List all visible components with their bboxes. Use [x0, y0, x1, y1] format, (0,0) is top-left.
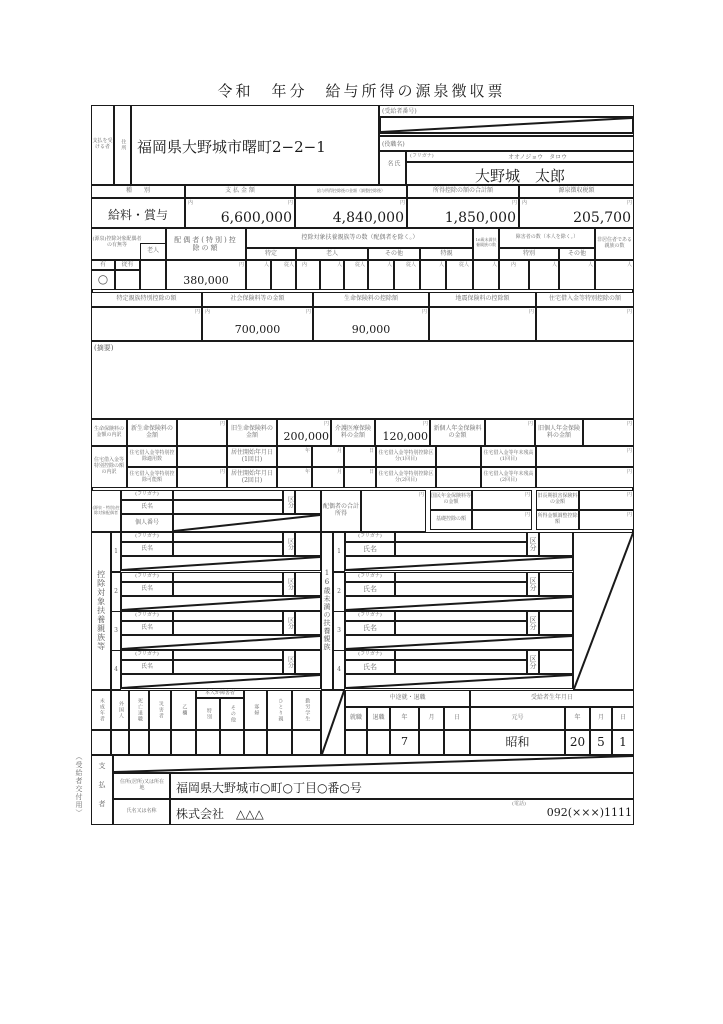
housing-cell [536, 467, 634, 488]
remarks-box [91, 341, 634, 419]
furigana-label: (フリガナ) [135, 612, 159, 619]
yen-mark: 円 [627, 492, 633, 498]
kubun-field [295, 650, 321, 674]
name-field [173, 542, 283, 556]
status-value-cell[interactable] [292, 730, 321, 755]
social-insurance-amount: 700,000 [234, 323, 281, 336]
life-item-label: 新個人年金保険料の金額 [433, 424, 482, 439]
shimei-label: 氏名 [140, 544, 153, 552]
dependents-left-label: 控除対象扶養親族等 [96, 569, 106, 651]
juari-label: 従有 [121, 260, 134, 268]
yen-mark: 円 [525, 512, 531, 518]
uchi-mark: 内 [522, 200, 528, 206]
housing-label: 住宅借入金等特別控除の額の内訳 [93, 457, 124, 475]
birth-month-value: 5 [597, 734, 605, 749]
kubun-field [295, 572, 321, 596]
furigana-field [173, 572, 283, 582]
spouse-juari-cell [115, 270, 140, 290]
withholding-amount: 205,700 [573, 210, 631, 226]
unit-mark: 内 [302, 262, 308, 268]
ymd-mark: 月 [337, 469, 343, 475]
yen-mark: 円 [627, 309, 633, 315]
kubun-label: 区分 [286, 656, 294, 668]
status-empty-block [321, 690, 345, 755]
shimei-label: 氏名 [363, 584, 377, 593]
name-field [173, 582, 283, 596]
yen-mark: 円 [400, 200, 406, 206]
birth-day-value: 1 [619, 734, 627, 749]
yen-mark: 円 [288, 200, 294, 206]
position-cell [379, 136, 634, 151]
status-header-label: 未成年者 [98, 698, 105, 722]
name-field [395, 582, 527, 596]
payment-header-label: 支 払 金 額 [225, 187, 255, 195]
name-field [395, 621, 527, 635]
spouse-deduction-amount: 380,000 [183, 274, 229, 287]
yen-mark: 円 [423, 421, 429, 427]
ins-header-label: 社会保険料等の金額 [230, 295, 285, 303]
phone-label: (電話) [512, 801, 526, 807]
employment-value [367, 730, 390, 755]
employment-header-label: 年 [401, 714, 408, 722]
recipient-number-label: (受給者番号) [382, 108, 417, 115]
position-label: (役職名) [382, 141, 405, 148]
unit-mark: 人 [552, 262, 558, 268]
unit-mark: 人 [264, 262, 270, 268]
national-pension-label: 国民年金保険料等の金額 [431, 493, 472, 505]
ins-cell-3 [429, 307, 536, 341]
income-type: 給料・賞与 [107, 208, 168, 222]
unit-mark: 従人 [284, 262, 295, 268]
yen-mark: 円 [220, 421, 226, 427]
employment-header-label: 月 [428, 714, 435, 722]
unit-mark: 内 [511, 262, 517, 268]
status-value-cell[interactable] [171, 730, 196, 755]
status-value-cell[interactable] [244, 730, 267, 755]
life-item-label: 新生命保険料の金額 [130, 424, 173, 439]
name-label: 氏名 [386, 160, 400, 176]
basic-deduction-field [472, 510, 532, 530]
life-detail-label: 生命保険料の金額の内訳 [93, 425, 124, 438]
ins-header-label: 地震保険料の控除額 [455, 295, 510, 303]
kubun-field [539, 572, 573, 596]
dependent-number: 3 [337, 626, 341, 634]
housing-cell-label: 住宅借入金等特別控除区分(2回目) [378, 470, 434, 483]
under16-label: 16歳未満扶養親族の数 [475, 237, 497, 247]
status-header-label: 寡婦 [253, 704, 260, 716]
housing-cell-label: 住宅借入金等特別控除適用数 [129, 449, 175, 462]
status-value-cell[interactable] [220, 730, 244, 755]
ins-header-label: 生命保険料の控除額 [343, 295, 398, 303]
disabled-type-label: その他 [567, 249, 586, 257]
old-life-insurance-amount: 200,000 [283, 430, 329, 443]
status-value-cell[interactable] [111, 730, 129, 755]
dependent-number: 1 [337, 547, 341, 555]
life-item-label: 旧生命保険料の金額 [230, 424, 273, 439]
medical-insurance-amount: 120,000 [382, 430, 428, 443]
national-pension-field [472, 490, 532, 510]
kubun-field [295, 532, 321, 556]
status-value-cell[interactable] [196, 730, 220, 755]
furigana-label: (フリガナ) [135, 651, 159, 658]
kubun-label: 区分 [286, 617, 294, 629]
employment-value [419, 730, 444, 755]
unit-mark: 人 [387, 262, 393, 268]
employment-value: 7 [401, 735, 408, 749]
type-header-label: 種 別 [125, 187, 150, 195]
yen-mark: 円 [324, 421, 330, 427]
birth-month-label: 月 [597, 714, 604, 722]
mynumber-field [121, 635, 321, 650]
housing-cell-label: 居住開始年月日(2回目) [230, 469, 273, 484]
payer-name-label: 氏名又は名称 [126, 808, 157, 815]
total-deductions-amount: 1,850,000 [444, 210, 516, 226]
unit-mark: 人 [439, 262, 445, 268]
birth-era-value: 昭和 [505, 734, 530, 749]
unit-mark: 従人 [459, 262, 470, 268]
spouse-income-field [361, 490, 426, 532]
count-cell [296, 260, 320, 290]
payer-label: 支払者 [98, 761, 107, 819]
yen-mark: 円 [422, 309, 428, 315]
mynumber-field [121, 674, 321, 689]
payer-name: 株式会社 △△△ [176, 807, 264, 821]
yen-mark: 円 [627, 200, 633, 206]
furigana-label: (フリガナ) [358, 573, 382, 580]
employment-value [444, 730, 470, 755]
payment-amount: 6,600,000 [220, 210, 292, 226]
income-adjust-field [579, 510, 634, 530]
yen-mark: 円 [627, 512, 633, 518]
yen-mark: 円 [525, 492, 531, 498]
rojin-label: 老人 [146, 247, 159, 255]
remarks-label: (摘要) [94, 344, 114, 352]
furigana-label: (フリガナ) [410, 153, 434, 159]
kubun-label: 区分 [529, 537, 538, 551]
life-item-label: 介護医療保険料の金額 [334, 424, 371, 439]
dep-type-label: 老人 [325, 249, 338, 257]
status-header-label: 死亡退職 [136, 698, 143, 722]
status-header-label: 特別 [205, 708, 212, 720]
recipient-furigana: オオノジョウ タロウ [508, 154, 568, 161]
ins-cell-0 [91, 307, 202, 341]
payer-top-field [113, 755, 634, 773]
old-pension-label: 旧長期損害保険料の金額 [537, 493, 578, 505]
kubun-field [539, 650, 573, 674]
ymd-mark: 日 [369, 448, 375, 454]
dep-type-label: 特定 [264, 249, 277, 257]
yen-mark: 円 [529, 309, 535, 315]
spouse-mynumber-field [173, 514, 321, 532]
housing-cell [177, 446, 227, 467]
housing-cell [536, 446, 634, 467]
yen-mark: 円 [195, 309, 201, 315]
furigana-field [173, 611, 283, 621]
total-deductions-header-label: 所得控除の額の合計額 [432, 187, 493, 195]
basic-deduction-label: 基礎控除の額 [435, 516, 466, 523]
mynumber-field [345, 596, 573, 611]
spouse-kubun-field [295, 490, 321, 514]
dependent-number: 2 [114, 587, 118, 595]
shimei-label: 氏名 [363, 623, 377, 632]
kubun-label: 区分 [286, 496, 294, 508]
birth-year-value: 20 [569, 734, 586, 749]
ins-header-label: 住宅借入金等特別控除の額 [548, 295, 621, 303]
mynumber-field [345, 674, 573, 689]
uchi-mark: 内 [205, 309, 211, 315]
status-value-cell[interactable] [91, 730, 111, 755]
furigana-label: (フリガナ) [358, 612, 382, 619]
birth-day-label: 日 [619, 714, 626, 722]
spouse-name-field [173, 500, 283, 514]
yen-mark: 円 [220, 469, 226, 475]
housing-cell-label: 住宅借入金等年末残高(1回目) [483, 449, 534, 462]
mynumber-field [121, 596, 321, 611]
kubun-field [539, 611, 573, 635]
housing-cell-label: 住宅借入金等年末残高(2回目) [483, 470, 534, 483]
employment-value [345, 730, 367, 755]
ymd-mark: 年 [305, 448, 311, 454]
recipient-side-label: 支払を受ける者 [92, 138, 113, 150]
withholding-header-label: 源泉徴収税額 [558, 187, 595, 195]
dependent-number: 2 [337, 587, 341, 595]
yen-mark: 円 [627, 448, 633, 454]
ymd-mark: 年 [305, 469, 311, 475]
uchi-mark: 内 [188, 200, 194, 206]
unit-mark: 従人 [406, 262, 417, 268]
address-label: 住所 [120, 139, 127, 151]
ins-header-label: 特定親族特別控除の額 [116, 295, 177, 303]
birth-era-label: 元号 [511, 714, 524, 722]
income-adjust-label: 所得金額調整控除額 [537, 513, 578, 525]
status-header-label: ひとり親 [277, 698, 284, 722]
ymd-mark: 月 [337, 448, 343, 454]
payer-address-label: 住所(居所)又は所在地 [120, 779, 164, 791]
furigana-field [395, 572, 527, 582]
kubun-label: 区分 [529, 655, 538, 669]
spouse-mark: ○ [97, 272, 109, 286]
disabled-type-label: 特別 [522, 249, 535, 257]
unit-mark: 人 [337, 262, 343, 268]
kubun-label: 区分 [286, 578, 294, 590]
nonresident-label: 非居住者である親族の数 [597, 237, 633, 249]
dependent-number: 4 [114, 665, 118, 673]
status-header-label: 勤労学生 [304, 698, 311, 722]
status-value-cell[interactable] [267, 730, 292, 755]
status-value-cell[interactable] [129, 730, 149, 755]
housing-cell-label: 住宅借入金等特別控除可能額 [129, 470, 175, 483]
dependents-count-label: 控除対象扶養親族等の数（配偶者を除く。） [301, 233, 419, 241]
spouse-income-label: 配偶者の合計所得 [323, 503, 360, 517]
status-value-cell[interactable] [149, 730, 171, 755]
form-title: 令和 年分 給与所得の源泉徴収票 [217, 82, 506, 100]
unit-mark: 人 [588, 262, 594, 268]
name-field [173, 621, 283, 635]
spouse-deduction-label: 配偶者(特別)控除の額 [174, 235, 238, 252]
payer-phone: 092(×××)1111 [546, 806, 632, 819]
life-item-label: 旧個人年金保険料の金額 [537, 424, 580, 439]
yen-mark: 円 [419, 492, 425, 498]
birth-year-label: 年 [574, 714, 581, 722]
recipient-address: 福岡県大野城市曙町2−2−1 [137, 138, 326, 156]
unit-mark: 従人 [355, 262, 366, 268]
furigana-field [173, 650, 283, 660]
mynumber-field [121, 556, 321, 571]
yen-mark: 円 [627, 421, 633, 427]
kubun-field [539, 532, 573, 556]
furigana-label: (フリガナ) [135, 491, 159, 498]
employment-label: 中途就・退職 [389, 694, 426, 702]
furigana-field [395, 611, 527, 621]
shimei-label: 氏名 [140, 502, 153, 510]
spouse-label: (源泉・特別)控除対象配偶者 [92, 505, 120, 515]
kubun-label: 区分 [529, 577, 538, 591]
ymd-mark: 日 [369, 469, 375, 475]
mynumber-field [345, 556, 573, 571]
ins-cell-4 [536, 307, 634, 341]
furigana-label: (フリガナ) [135, 533, 159, 540]
life-insurance-amount: 90,000 [351, 323, 391, 336]
housing-cell-label: 居住開始年月日(1回目) [230, 448, 273, 463]
disabled-label: 障害者の数（本人を除く。） [515, 234, 579, 241]
kubun-field [295, 611, 321, 635]
status-header-label: その他 [229, 705, 236, 723]
dependent-number: 3 [114, 626, 118, 634]
dep-type-label: その他 [384, 249, 403, 257]
yen-mark: 円 [306, 309, 312, 315]
dependent-number: 1 [114, 547, 118, 555]
copy-type-label: （受給者交付用） [75, 753, 84, 817]
shimei-label: 氏名 [140, 584, 153, 592]
spouse-status-label: (源泉)控除対象配偶者の有無等 [92, 236, 142, 248]
employment-header-label: 就職 [349, 714, 362, 722]
shimei-label: 氏名 [363, 544, 377, 553]
housing-cell [436, 467, 481, 488]
mynumber-label: 個人番号 [134, 518, 159, 526]
kubun-label: 区分 [286, 538, 294, 550]
status-header-label: 災害者 [157, 701, 164, 719]
shimei-label: 氏名 [363, 662, 377, 671]
dependents-right-label: 16歳未満の扶養親族 [323, 569, 332, 651]
after-deduction-amount: 4,840,000 [332, 210, 404, 226]
status-header-label: 乙欄 [181, 704, 188, 716]
employment-header-label: 日 [453, 714, 460, 722]
housing-cell-label: 住宅借入金等特別控除区分(1回目) [378, 449, 434, 462]
dependent-number: 4 [337, 665, 341, 673]
spouse-furigana-field [173, 490, 283, 500]
unit-mark: 人 [627, 262, 633, 268]
ari-label: 有 [99, 260, 106, 268]
furigana-field [395, 532, 527, 542]
housing-cell [436, 446, 481, 467]
furigana-field [173, 532, 283, 542]
shimei-label: 氏名 [140, 662, 153, 670]
old-pension-field [579, 490, 634, 510]
recipient-number-field [379, 116, 634, 134]
yen-mark: 円 [627, 469, 633, 475]
spouse-rojin-cell [140, 260, 166, 290]
employment-header-label: 退職 [372, 714, 385, 722]
yen-mark: 円 [239, 262, 245, 268]
furigana-label: (フリガナ) [135, 573, 159, 580]
furigana-field [395, 650, 527, 660]
name-field [395, 542, 527, 556]
yen-mark: 円 [512, 200, 518, 206]
furigana-label: (フリガナ) [358, 533, 382, 540]
birth-label: 受給者生年月日 [530, 694, 573, 702]
after-deduction-header-label: 給与所得控除後の金額（調整控除後） [317, 188, 385, 194]
dependents-empty-block [573, 532, 634, 690]
dep-type-label: 特親 [440, 249, 453, 257]
status-header-label: 外国人 [117, 701, 124, 719]
name-field [173, 660, 283, 674]
shimei-label: 氏名 [140, 623, 153, 631]
yen-mark: 円 [528, 421, 534, 427]
recipient-name: 大野城 太郎 [474, 167, 565, 185]
kubun-label: 区分 [529, 616, 538, 630]
mynumber-field [345, 635, 573, 650]
payer-address: 福岡県大野城市○町○丁目○番○号 [176, 781, 362, 795]
name-field [395, 660, 527, 674]
disabled-group-label: 本人が障害者 [204, 690, 235, 697]
furigana-label: (フリガナ) [358, 651, 382, 658]
unit-mark: 人 [492, 262, 498, 268]
